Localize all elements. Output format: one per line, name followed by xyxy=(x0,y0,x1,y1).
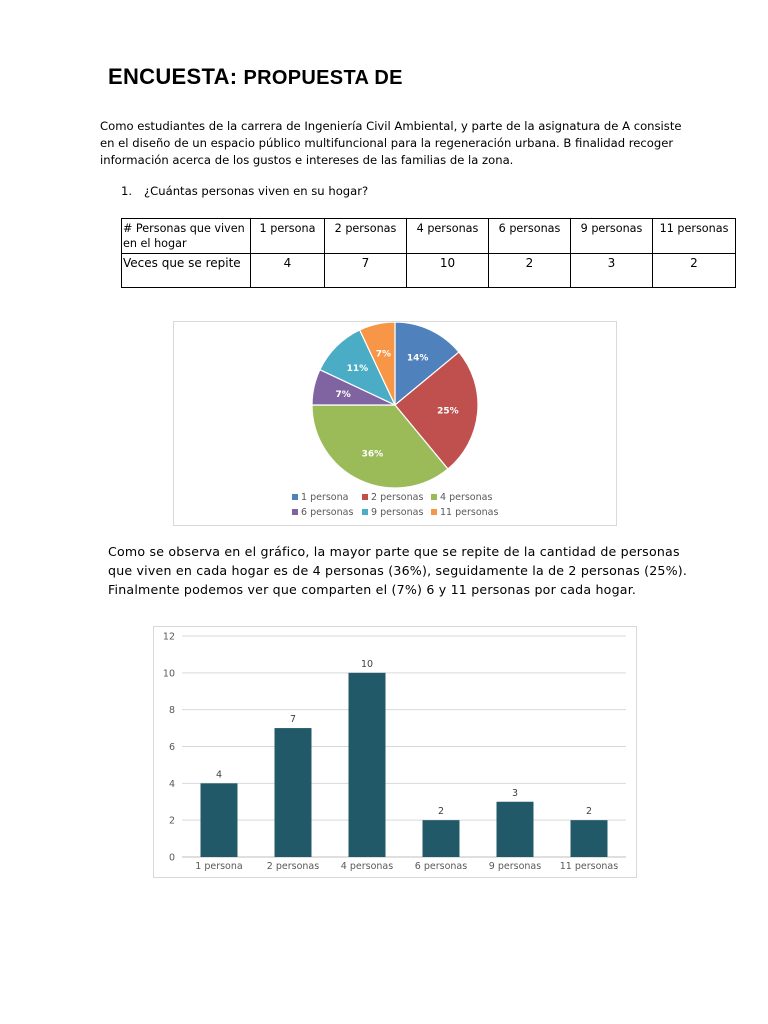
legend-swatch xyxy=(431,494,437,500)
x-tick-label: 6 personas xyxy=(414,861,468,872)
y-tick-label: 2 xyxy=(168,815,175,827)
legend-swatch xyxy=(292,509,298,515)
table-column-header: 9 personas xyxy=(571,219,653,254)
y-tick-label: 8 xyxy=(168,705,175,717)
bar-data-label: 7 xyxy=(289,714,297,726)
document-title xyxy=(108,64,403,90)
table-header-label: # Personas que viven en el hogar xyxy=(122,219,251,254)
table-cell: 3 xyxy=(571,254,653,288)
pie-data-label: 7% xyxy=(375,349,392,360)
bar xyxy=(423,820,460,857)
table-column-header: 4 personas xyxy=(407,219,489,254)
y-tick-label: 6 xyxy=(168,742,175,753)
question-number: 1. xyxy=(121,184,133,198)
bar-data-label: 10 xyxy=(360,658,374,670)
bar xyxy=(201,783,238,857)
table-row xyxy=(122,254,736,288)
y-tick-label: 0 xyxy=(168,852,175,864)
x-tick-label: 9 personas xyxy=(488,861,542,872)
bar-chart-svg xyxy=(154,627,636,877)
pie-data-label: 7% xyxy=(335,389,351,400)
bar-data-label: 2 xyxy=(437,806,445,818)
table-row-label: Veces que se repite xyxy=(122,254,251,288)
legend-swatch xyxy=(292,494,298,500)
pie-data-label: 25% xyxy=(437,406,459,417)
y-tick-label: 10 xyxy=(162,668,175,680)
legend-swatch xyxy=(362,494,368,500)
title-rest: PROPUESTA DE xyxy=(243,67,403,89)
question-1 xyxy=(121,184,368,198)
intro-paragraph xyxy=(100,118,720,169)
x-tick-label: 4 personas xyxy=(340,861,394,872)
table-column-header: 2 personas xyxy=(325,219,407,254)
table-cell: 2 xyxy=(489,254,571,288)
legend-label: 11 personas xyxy=(440,507,499,518)
table-cell: 10 xyxy=(407,254,489,288)
bar-data-label: 2 xyxy=(585,806,593,818)
analysis-line: Como se observa en el gráfico, la mayor parte que se repite de la cantidad de personas xyxy=(108,544,680,559)
bar xyxy=(349,673,386,857)
intro-line: en el diseño de un espacio público multifuncional para la regeneración urbana. B finalidad recoger xyxy=(100,136,674,150)
legend-swatch xyxy=(362,509,368,515)
bar xyxy=(275,728,312,857)
table-column-header: 1 persona xyxy=(251,219,325,254)
bar-data-label: 3 xyxy=(511,787,519,799)
x-tick-label: 11 personas xyxy=(559,861,619,872)
bar-data-label: 4 xyxy=(215,769,223,781)
table-header-row xyxy=(122,219,736,254)
analysis-paragraph xyxy=(108,542,708,599)
bar xyxy=(571,820,608,857)
table-cell: 4 xyxy=(251,254,325,288)
legend-label: 9 personas xyxy=(371,507,424,518)
pie-data-label: 11% xyxy=(346,363,369,374)
table-column-header: 11 personas xyxy=(653,219,736,254)
legend-label: 2 personas xyxy=(371,492,424,503)
question-text: ¿Cuántas personas viven en su hogar? xyxy=(144,184,369,198)
pie-data-label: 36% xyxy=(361,449,384,460)
bar-chart xyxy=(153,626,637,878)
pie-chart-svg xyxy=(174,322,616,525)
x-tick-label: 2 personas xyxy=(266,861,320,872)
x-tick-label: 1 persona xyxy=(195,861,243,872)
pie-data-label: 14% xyxy=(406,353,429,364)
table-cell: 2 xyxy=(653,254,736,288)
title-bold-part: ENCUESTA: xyxy=(108,64,238,89)
y-tick-label: 12 xyxy=(162,631,175,643)
legend-label: 1 persona xyxy=(301,492,349,503)
legend-label: 4 personas xyxy=(440,492,493,503)
bar xyxy=(497,802,534,857)
table-column-header: 6 personas xyxy=(489,219,571,254)
y-tick-label: 4 xyxy=(168,778,175,790)
analysis-line: Finalmente podemos ver que comparten el (7%) 6 y 11 personas por cada hogar. xyxy=(108,582,637,597)
table-cell: 7 xyxy=(325,254,407,288)
frequency-table xyxy=(121,218,736,288)
legend-swatch xyxy=(431,509,437,515)
analysis-line: que viven en cada hogar es de 4 personas (36%), seguidamente la de 2 personas (25%). xyxy=(108,563,688,578)
pie-chart xyxy=(173,321,617,526)
intro-line: Como estudiantes de la carrera de Ingeniería Civil Ambiental, y parte de la asignatura de A consiste xyxy=(100,119,682,133)
legend-label: 6 personas xyxy=(301,507,354,518)
intro-line: información acerca de los gustos e intereses de las familias de la zona. xyxy=(100,153,514,167)
